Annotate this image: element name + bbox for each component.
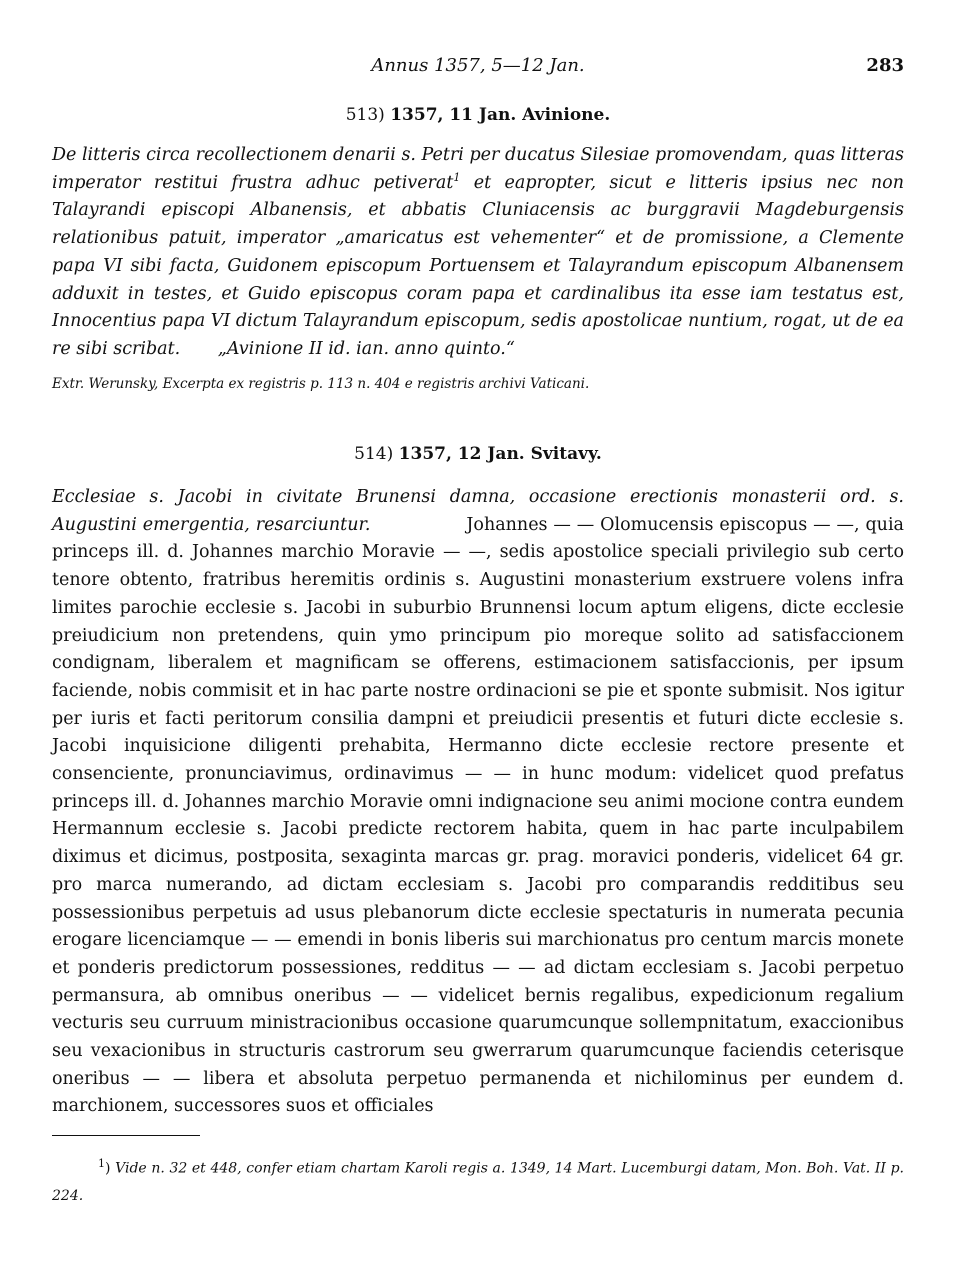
footnote: $^1$) Vide n. 32 et 448, confer etiam chartam Karoli regis a. 1349, 14 Mart. Lucemburgi datam, Mon. Boh. Vat. II p. 224. [52,1157,904,1204]
page-number: 283 [866,55,904,76]
doc-513-summary [52,142,904,364]
doc-513-source: Extr. Werunsky, Excerpta ex registris p. 113 n. 404 e registris archivi Vaticani. [52,376,590,392]
doc-514-number: 514) [354,444,394,464]
doc-514-heading [52,440,904,468]
footnote-rule [52,1135,200,1136]
footnote-text: Vide n. 32 et 448, confer etiam chartam Karoli regis a. 1349, 14 Mart. Lucemburgi datam, Mon. Boh. Vat. II p. 224. [52,1160,904,1204]
doc-513-summary-part-b: et eapropter, sicut e litteris ipsius nec non Talayrandi episcopi Albanensis, et abbatis Cluniacensis ac burggravii Magdeburgensis relationibus patuit, imperator „amaricatus est vehementer“ et de promissione, a Clemente papa VI sibi facta, Guidonem episcopum Portuensem et Talayrandum episcopum Albanensem adduxit in testes, et Guido episcopus coram papa et cardinalibus ita esse iam testatus est, Innocentius papa VI dictum Talayrandum episcopum, sedis apostolicae nuntium, rogat, ut de ea re sibi scribat. [52,172,904,359]
doc-514-body [52,484,904,1121]
doc-513-date-place: 1357, 11 Jan. Avinione. [390,105,611,125]
doc-514-text: Johannes — — Olomucensis episcopus — —, quia princeps ill. d. Johannes marchio Moravie — —, sedis apostolice speciali privilegio sub certo tenore obtento, fratribus heremitis ordinis s. Augustini monasterium exstruere volens infra limites parochie ecclesie s. Jacobi in suburbio Brunnensi locum aptum eligens, dicte ecclesie preiudicium non pretendens, quin ymo principum pio moreque solito ad satisfaccionem condignam, liberalem et magnificam se offerens, estimacionem satisfaccionis, per ipsum faciende, nobis commisit et in hac parte nostre ordinacioni se pie et sponte submisit. Nos igitur per iuris et facti peritorum consilia dampni et preiudicii presentis et futuri dicte ecclesie s. Jacobi inquisicione diligenti prehabita, Hermanno dicte ecclesie rectore presente et consenciente, pronunciavimus, ordinavimus — — in hunc modum: videlicet quod prefatus princeps ill. d. Johannes marchio Moravie omni indignacione seu animi mocione contra eundem Hermannum ecclesie s. Jacobi predicte rectorem habita, quem in hac parte inculpabilem diximus et dicimus, postposita, sexaginta marcas gr. prag. moravici ponderis, videlicet 64 gr. pro marca numerando, ad dictam ecclesiam s. Jacobi pro comparandis redditibus seu possessionibus perpetuis ad usus plebanorum dicte ecclesie spectaturis in numerata pecunia erogare licenciamque — — emendi in bonis liberis sui marchionatus pro centum marcis monete et ponderis predictorum possessiones, redditus — — ad dictam ecclesiam s. Jacobi perpetuo permansura, ab omnibus oneribus — — videlicet bernis regalibus, expedicionum regalium vecturis seu curruum ministracionibus occasione quarumcunque sollempnitatum, exaccionibus seu vexacionibus in structuris castrorum seu gwerrarum quarumcunque faciendis ceterisque oneribus — — libera et absoluta perpetuo permanenda et nichilominus per eundem d. marchionem, successores suos et officiales [52,514,904,1117]
running-head [52,52,904,80]
doc-514-date-place: 1357, 12 Jan. Svitavy. [398,444,602,464]
doc-514-summary: Ecclesiae s. Jacobi in civitate Brunensi damna, occasione erectionis monasterii ord. s. Augustini emergentia, resarciuntur. [52,487,904,535]
footnote-mark: 1 [98,1157,105,1170]
doc-513-number: 513) [345,105,385,125]
footnote-ref: 1 [453,170,461,184]
doc-513-summary-part-a: De litteris circa recollectionem denarii s. Petri per ducatus Silesiae promovendam, quas litteras imperator restitui frustra adhuc petiverat [52,145,904,193]
doc-513-heading [52,101,904,129]
running-head-title: Annus 1357, 5—12 Jan. [371,55,585,76]
doc-513-dating: „Avinione II id. ian. anno quinto.“ [217,338,515,359]
